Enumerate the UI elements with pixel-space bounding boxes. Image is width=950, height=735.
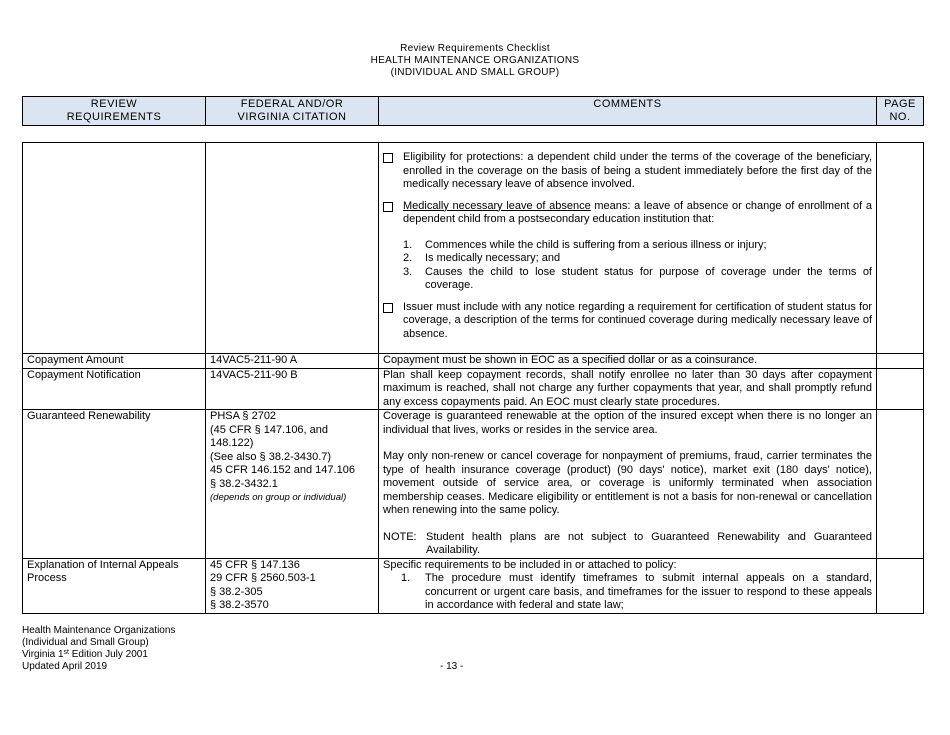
footer-line: Updated April 2019 [22,661,108,672]
footer-line: (Individual and Small Group) [22,637,149,648]
table-row [23,558,924,613]
page-cell [877,410,924,559]
req-cell [23,143,206,354]
checkbox-icon[interactable] [383,301,403,342]
list-item: 3. Causes the child to lose student status for purpose of coverage under the terms of coverage. [403,265,872,291]
table-row [23,354,924,369]
checklist-item [383,151,872,192]
leave-definition: Medically necessary leave of absence means: a leave of absence or change of enrollment of a dependent child from a postsecondary education institution that: [403,199,873,225]
footer-edition: Virginia 1st Edition July 2001 [22,649,148,660]
checklist-item [383,301,872,342]
comment-cell: Copayment must be shown in EOC as a specified dollar or as a coinsurance. [379,354,877,369]
comment-cell [379,143,877,354]
numbered-list [403,239,872,293]
comment-cell: Plan shall keep copayment records, shall notify enrollee no later than 30 days after copayment maximum is reached, shall not charge any further copayments that year, and shall promptly refund any excess copayments paid. An EOC must clearly state procedures. [379,368,877,410]
table-row [23,410,924,559]
page-cell [877,368,924,410]
header-line-3: (INDIVIDUAL AND SMALL GROUP) [390,67,560,78]
col-comments: COMMENTS [379,97,877,126]
col-page-no: PAGE NO. [877,97,924,126]
document-header [0,43,950,79]
issuer-notice-text: Issuer must include with any notice regarding a requirement for certification of student status for coverage, a description of the terms for continued coverage during medically necessary leave of absence. [403,300,872,340]
col-review-requirements: REVIEW REQUIREMENTS [23,97,206,126]
table-row [23,368,924,410]
footer-line: Health Maintenance Organizations [22,625,176,636]
header-line-2: HEALTH MAINTENANCE ORGANIZATIONS [370,55,580,66]
footer [22,625,175,673]
page-number: - 13 - [440,661,464,672]
page-cell [877,558,924,613]
comment-cell: Coverage is guaranteed renewable at the option of the insured except when there is no longer an individual that lives, works or resides in the service area. May only non-renew or cancel coverage for nonpayment of premiums, fraud, carrier terminates the type of health insurance coverage (product) (90 days' notice), market exit (180 days' notice), movement outside of service area, or coverage is uniformly terminated when association membership ceases. Medicare eligibility or entitlement is not a basis for non-renewal or cancellation when renewing into the same policy. NOTE: Student health plans are not subject to Guaranteed Renewability and Guaranteed Availability. [379,410,877,559]
col-federal-citation: FEDERAL AND/OR VIRGINIA CITATION [206,97,379,126]
list-item: 1. Commences while the child is suffering from a serious illness or injury; [403,238,767,251]
comment-cell: Specific requirements to be included in or attached to policy: 1. The procedure must identify timeframes to submit internal appeals on a standard, concurrent or urgent care basis, and timeframes for the issuer to respond to these appeals in accordance with federal and state law; [379,558,877,613]
req-cell: Guaranteed Renewability [23,410,206,559]
cite-cell [206,143,379,354]
cite-cell: 14VAC5-211-90 A [206,354,379,369]
column-header-table [22,96,924,126]
cite-cell: PHSA § 2702 (45 CFR § 147.106, and 148.122) (See also § 38.2-3430.7) 45 CFR 146.152 and 147.106 § 38.2-3432.1 (depends on group or individual) [206,410,379,559]
req-cell: Explanation of Internal Appeals Process [23,558,206,613]
req-cell: Copayment Amount [23,354,206,369]
cite-cell: 14VAC5-211-90 B [206,368,379,410]
header-line-1: Review Requirements Checklist [400,43,550,54]
list-item: 1. The procedure must identify timeframes to submit internal appeals on a standard, concurrent or urgent care basis, and timeframes for the issuer to respond to these appeals in accordance with federal and state law; [401,572,872,611]
requirements-table [22,142,924,614]
eligibility-text: Eligibility for protections: a dependent child under the terms of the coverage of the beneficiary, enrolled in the coverage on the basis of being a student immediately before the first day of the medically necessary leave of absence involved. [403,151,872,190]
checkbox-icon[interactable] [383,151,403,192]
page-cell [877,354,924,369]
checkbox-icon[interactable] [383,200,403,227]
checklist-item [383,200,872,227]
req-cell: Copayment Notification [23,368,206,410]
note: NOTE: Student health plans are not subject to Guaranteed Renewability and Guaranteed Availability. [383,530,872,556]
page-cell [877,143,924,354]
list-item: 2. Is medically necessary; and [403,252,561,264]
cite-cell: 45 CFR § 147.136 29 CFR § 2560.503-1 § 38.2-305 § 38.2-3570 [206,558,379,613]
table-row [23,143,924,354]
